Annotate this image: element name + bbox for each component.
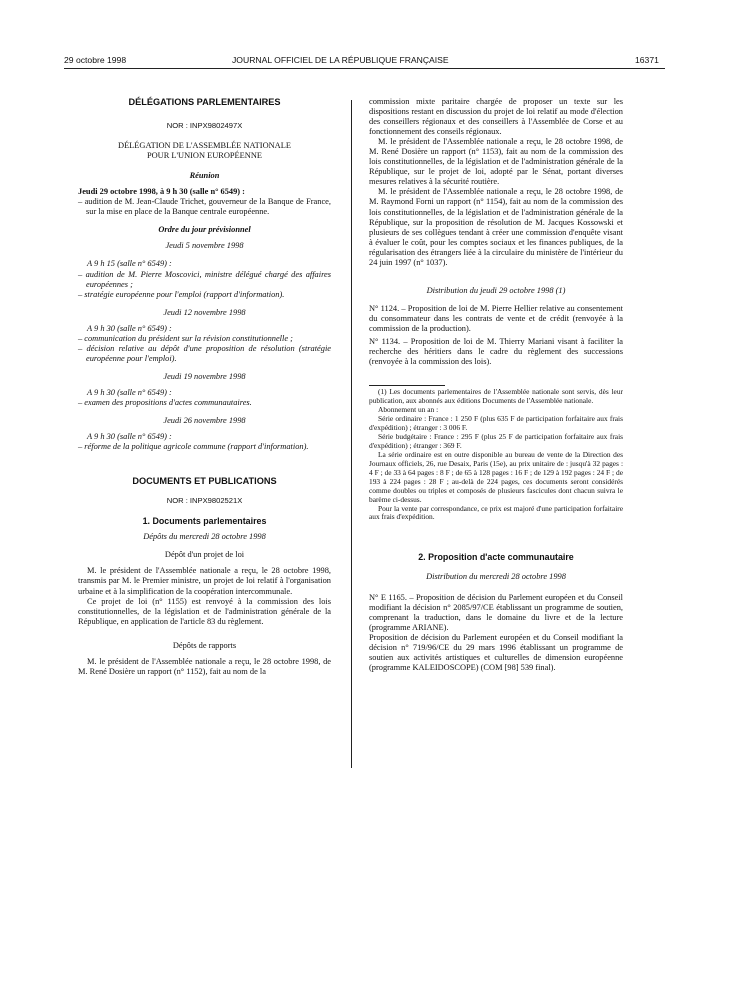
deposit-date: Dépôts du mercredi 28 octobre 1998 [143, 532, 266, 542]
paragraph: M. le président de l'Assemblée nationale a reçu, le 28 octobre 1998, de M. René Dosière un rapport (n° 1153), fait au nom de la commission des lois constitutionnelles, de la législation et de l'administration générale de la République, sur le projet de loi, adopté par le Sénat, portant diverses mesures relatives à la sécurité routière. [369, 137, 623, 187]
header-page-number: 16371 [635, 55, 659, 65]
footnote: Série budgétaire : France : 295 F (plus 25 F de participation forfaitaire aux frais d'expédition) ; étranger : 369 F. [369, 431, 623, 450]
agenda-time: A 9 h 30 (salle n° 6549) : [87, 432, 172, 442]
agenda-item: – examen des propositions d'actes communautaires. [78, 397, 252, 407]
header-date: 29 octobre 1998 [64, 55, 127, 65]
agenda-date: Jeudi 26 novembre 1998 [163, 416, 246, 426]
agenda-item: – communication du président sur la révision constitutionnelle ; [78, 333, 293, 343]
left-column [78, 97, 331, 677]
column-divider [351, 100, 352, 768]
subsection-title: 1. Documents parlementaires [142, 516, 267, 527]
deposit-heading: Dépôts de rapports [172, 640, 237, 650]
document-entry: N° 1124. – Proposition de loi de M. Pierre Hellier relative au consentement du consommateur dans les contrats de vente et de crédit (renvoyée à la commission de la production). [369, 303, 623, 333]
agenda-item: – réforme de la politique agricole commune (rapport d'information). [78, 442, 309, 452]
deposit-heading: Dépôt d'un projet de loi [164, 550, 245, 560]
agenda-item: – stratégie européenne pour l'emploi (rapport d'information). [78, 289, 285, 299]
nor-reference: NOR : INPX9802521X [166, 496, 243, 506]
delegation-name-line1: DÉLÉGATION DE L'ASSEMBLÉE NATIONALE [118, 141, 291, 151]
distribution-heading: Distribution du jeudi 29 octobre 1998 (1) [426, 285, 566, 295]
agenda-time: A 9 h 30 (salle n° 6549) : [87, 323, 172, 333]
footnote: Abonnement un an : [378, 405, 439, 415]
section-title-documents: DOCUMENTS ET PUBLICATIONS [132, 476, 277, 487]
footnote: La série ordinaire est en outre disponible au bureau de vente de la Direction des Journaux officiels, 26, rue Desaix, Paris (15e), au prix unitaire de : jusqu'à 32 pages : 4 F ; de 33 à 64 pages : 8 F ; de 65 à 128 pages : 16 F ; de 129 à 192 pages : 24 F ; de 193 à 224 pages : 28 F ; au-delà de 224 pages, ces documents seront considérés comme doubles ou triples et composés de plusieurs fascicules dont chacun suivra le barème ci-dessus. [369, 449, 623, 504]
header-journal-title: JOURNAL OFFICIEL DE LA RÉPUBLIQUE FRANÇAISE [232, 55, 449, 65]
footnote-rule [369, 385, 445, 386]
agenda-item: – audition de M. Pierre Moscovici, ministre délégué chargé des affaires européennes ; [78, 269, 331, 289]
document-entry: N° E 1165. – Proposition de décision du Parlement européen et du Conseil modifiant la décision n° 2085/97/CE établissant un programme de soutien, comprenant la traduction, dans le domaine du livre et de la lecture (programme ARIANE). [369, 592, 623, 632]
paragraph: M. le président de l'Assemblée nationale a reçu, le 28 octobre 1998, de M. René Dosière un rapport (n° 1152), fait au nom de la [78, 656, 331, 676]
delegation-name-line2: POUR L'UNION EUROPÉENNE [146, 151, 263, 161]
agenda-item: – audition de M. Jean-Claude Trichet, gouverneur de la Banque de France, sur la mise en place de la Banque centrale européenne. [78, 197, 331, 217]
paragraph: M. le président de l'Assemblée nationale a reçu, le 28 octobre 1998, de M. Raymond Forni un rapport (n° 1154), fait au nom de la commission des lois constitutionnelles, de la législation et de l'administration générale de la République, sur la proposition de résolution de M. Jacques Kossowski et plusieurs de ses collègues tendant à créer une commission d'enquête visant à évaluer le coût, pour les comptes sociaux et les finances publiques, de la régularisation des étrangers liée à la circulaire du ministère de l'intérieur du 24 juin 1997 (n° 1037). [369, 187, 623, 267]
subsection-title: 2. Proposition d'acte communautaire [418, 552, 574, 563]
agenda-time: A 9 h 15 (salle n° 6549) : [87, 259, 172, 269]
section-title-delegations: DÉLÉGATIONS PARLEMENTAIRES [128, 97, 281, 107]
document-entry: N° 1134. – Proposition de loi de M. Thierry Mariani visant à faciliter la recherche des héritiers dans le cadre du règlement des successions (renvoyée à la commission des lois). [369, 336, 623, 367]
meeting-date: Jeudi 29 octobre 1998, à 9 h 30 (salle n° 6549) : [78, 187, 245, 197]
agenda-time: A 9 h 30 (salle n° 6549) : [87, 387, 172, 397]
paragraph: M. le président de l'Assemblée nationale a reçu, le 28 octobre 1998, transmis par M. le Premier ministre, un projet de loi relatif à l'organisation urbaine et à la simplification de la coopération intercommunale. [78, 566, 331, 596]
footnote: Série ordinaire : France : 1 250 F (plus 635 F de participation forfaitaire aux frais d'expédition) ; étranger : 3 006 F. [369, 413, 623, 432]
agenda-heading: Ordre du jour prévisionnel [158, 225, 251, 235]
footnote: (1) Les documents parlementaires de l'Assemblée nationale sont servis, dès leur publication, aux abonnés aux éditions Documents de l'Assemblée nationale. [369, 387, 623, 406]
distribution-heading: Distribution du mercredi 28 octobre 1998 [426, 572, 566, 582]
right-column [369, 97, 623, 673]
footnote: Pour la vente par correspondance, ce prix est majoré d'une participation forfaitaire aux frais d'expédition. [369, 503, 623, 522]
paragraph: Ce projet de loi (n° 1155) est renvoyé à la commission des lois constitutionnelles, de la législation et de l'administration générale de la République, en application de l'article 83 du règlement. [78, 596, 331, 626]
agenda-item: – décision relative au dépôt d'une proposition de résolution (stratégie européenne pour l'emploi). [78, 343, 331, 363]
reunion-heading: Réunion [189, 171, 220, 181]
agenda-date: Jeudi 5 novembre 1998 [165, 241, 244, 251]
header-rule [64, 68, 665, 69]
agenda-date: Jeudi 12 novembre 1998 [163, 307, 246, 317]
document-entry: Proposition de décision du Parlement européen et du Conseil modifiant la décision n° 719/96/CE du 29 mars 1996 établissant un programme de soutien aux activités artistiques et culturelles de dimension européenne (programme KALEIDOSCOPE) (COM [98] 539 final). [369, 632, 623, 672]
agenda-date: Jeudi 19 novembre 1998 [163, 371, 246, 381]
nor-reference: NOR : INPX9802497X [166, 121, 243, 131]
paragraph: commission mixte paritaire chargée de proposer un texte sur les dispositions restant en discussion du projet de loi relatif au mode d'élection des conseillers régionaux et des conseillers à l'Assemblée de Corse et au fonctionnement des conseils régionaux. [369, 97, 623, 137]
